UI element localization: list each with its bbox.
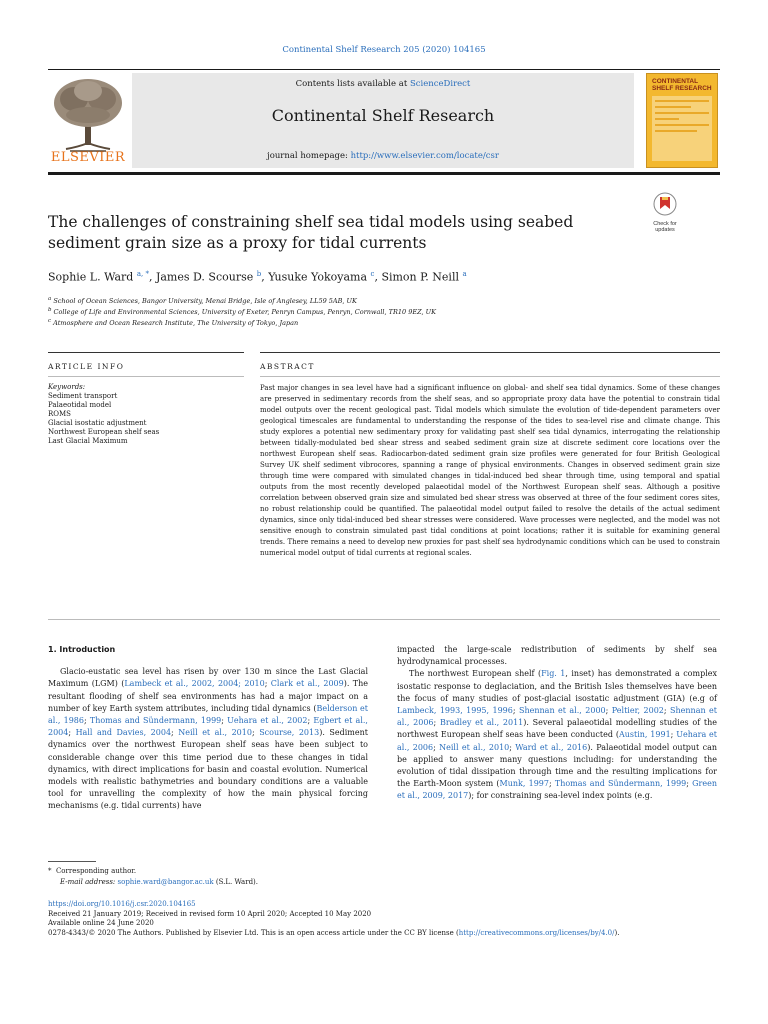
reference-link[interactable]: Clark et al., 2009 xyxy=(270,679,344,689)
body-text: ; xyxy=(68,728,76,738)
affiliation-mark: b xyxy=(48,307,52,313)
email-label: E-mail address: xyxy=(60,878,118,886)
journal-banner xyxy=(132,73,634,168)
body-text: ; xyxy=(433,718,440,728)
body-text: ; xyxy=(605,706,612,716)
reference-link[interactable]: Neill et al., 2010 xyxy=(178,728,252,738)
reference-link[interactable]: Uehara et al., 2006 xyxy=(397,730,718,752)
elsevier-logo[interactable] xyxy=(48,73,128,168)
intro-paragraph: impacted the large-scale redistribution of sediments by shelf sea hydrodynamical processes. xyxy=(397,645,717,667)
footnotes xyxy=(48,866,258,888)
reference-link[interactable]: Ward et al., 2016 xyxy=(515,742,588,752)
affiliation-mark: a xyxy=(48,296,52,302)
author-name[interactable]: Simon P. Neill xyxy=(381,270,459,284)
badge-label xyxy=(648,221,682,233)
license-line xyxy=(48,929,728,939)
author-affil-mark[interactable]: c xyxy=(370,270,375,278)
abstract-text: Past major changes in sea level have had a significant influence on global- and shelf sea tidal dynamics. Some of these changes are preserved in sedimentary records from the shelf seas, and so appropriate proxy data have the potential to constrain tidal model outputs over the recent geological past. Tidal models which simulate the evolution of tide-dependent parameters over geological timescales are fundamental to understanding the response of the tides to sea-level rise and climate change. This study explores a potential new sedimentary proxy for validating past shelf sea tidal dynamics, interrogating the relationship between tidally-modulated bed shear stress and seabed sediment grain size at discrete sediment core locations over the northwest European shelf seas. Radiocarbon-dated sediment grain size profiles were generated for four British Geological Survey UK shelf sediment vibrocores, spanning a range of physical environments. Changes in observed sediment grain size through time were compared with simulated changes in tidal-induced bed shear through time, using temporal and spatial outputs from the most recently developed palaeotidal model of the Northwest European shelf seas. Although a positive correlation between observed grain size and simulated bed shear stress was observed at three of the four sediment cores sites, no robust relationship could be quantified. The palaeotidal model output failed to resolve the details of the actual sediment dynamics, since only tidal-induced bed shear stresses were considered. Wave processes were neglected, and the model was not sensitive enough to constrain simulated past tidal conditions at point locations; rather it is suitable for examining general trends. There remains a need to develop new proxies for past shelf sea hydrodynamic conditions which can be used to constrain numerical model output of tidal currents at regional scales. xyxy=(260,384,720,557)
body-text: ; xyxy=(548,779,555,789)
affiliation-mark: c xyxy=(48,318,52,324)
reference-link[interactable]: Shennan et al., 2000 xyxy=(519,706,606,716)
author-affil-mark[interactable]: a, * xyxy=(136,270,149,278)
body-text: ). Several palaeotidal modelling studies of the northwest European shelf seas have been conducted ( xyxy=(397,718,717,740)
journal-citation[interactable]: Continental Shelf Research 205 (2020) 104165 xyxy=(282,45,486,55)
reference-link[interactable]: Shennan et al., 2006 xyxy=(397,706,717,728)
abstract-rule xyxy=(260,352,720,353)
available-online: Available online 24 June 2020 xyxy=(48,919,154,927)
keyword: Glacial isostatic adjustment xyxy=(48,419,147,427)
body-text: ; xyxy=(307,716,314,726)
reference-link[interactable]: Uehara et al., 2002 xyxy=(227,716,308,726)
author-affil-mark[interactable]: a xyxy=(462,270,467,278)
homepage-label: journal homepage: xyxy=(267,151,351,161)
author-name[interactable]: Yusuke Yokoyama xyxy=(268,270,368,284)
article-title: The challenges of constraining shelf sea tidal models using seabed sediment grain size as a proxy for tidal currents xyxy=(48,213,574,252)
keywords-label: Keywords: xyxy=(48,383,86,391)
body-text: ). Palaeotidal model output can be applied to answer many questions including: for understanding the evolution of tidal dissipation through time and the resulting implications for the Earth-Moon system ( xyxy=(397,742,718,789)
license-suffix: ). xyxy=(614,928,620,937)
author-list xyxy=(48,270,467,284)
body-text: ; xyxy=(171,728,179,738)
license-link[interactable]: http://creativecommons.org/licenses/by/4.0/ xyxy=(458,928,615,937)
author-separator: , xyxy=(261,270,269,284)
masthead-bottom-rule xyxy=(48,172,720,175)
article-info-subrule xyxy=(48,376,244,377)
affiliation xyxy=(48,307,436,316)
author-separator: , xyxy=(148,270,156,284)
abstract-heading: ABSTRACT xyxy=(260,362,315,371)
reference-link[interactable]: Green et al., 2009, 2017 xyxy=(397,779,717,801)
keyword: Sediment transport xyxy=(48,392,118,400)
publisher-wordmark: ELSEVIER xyxy=(50,150,126,165)
reference-link[interactable]: Belderson et al., 1986 xyxy=(48,703,368,726)
affiliation-text: School of Ocean Sciences, Bangor University, Menai Bridge, Isle of Anglesey, LL59 5AB, UK xyxy=(53,297,357,306)
article-info-rule xyxy=(48,352,244,353)
journal-cover-thumbnail[interactable] xyxy=(646,73,718,168)
article-info-heading: ARTICLE INFO xyxy=(48,362,125,371)
masthead-top-rule xyxy=(48,69,720,70)
keywords-block xyxy=(48,383,159,446)
check-for-updates-icon xyxy=(652,192,678,216)
footnote-rule xyxy=(48,861,96,862)
affiliation-text: College of Life and Environmental Sciences, University of Exeter, Penryn Campus, Penryn, Cornwall, TR10 9EZ, UK xyxy=(53,308,436,317)
reference-link[interactable]: Thomas and Sündermann, 1999 xyxy=(89,716,222,726)
body-text: The northwest European shelf ( xyxy=(409,669,542,679)
contents-prefix: Contents lists available at xyxy=(295,79,410,89)
keyword: Last Glacial Maximum xyxy=(48,437,128,445)
keyword: ROMS xyxy=(48,410,71,418)
body-text: ; xyxy=(509,742,516,752)
reference-link[interactable]: Munk, 1997 xyxy=(499,779,549,789)
body-text: ; xyxy=(221,716,228,726)
article-history xyxy=(48,900,728,938)
author-name[interactable]: Sophie L. Ward xyxy=(48,270,134,284)
body-text: Glacio-eustatic sea level has risen by over 130 m since the Last Glacial Maximum (LGM) ( xyxy=(48,667,368,689)
author-separator: , xyxy=(374,270,382,284)
body-text: ; xyxy=(670,730,677,740)
body-text: ; xyxy=(433,742,440,752)
abstract-bottom-rule xyxy=(48,619,720,620)
reference-link[interactable]: Fig. 1 xyxy=(541,669,566,679)
corresponding-author-text: Corresponding author. xyxy=(55,867,137,875)
keyword: Northwest European shelf seas xyxy=(48,428,160,436)
reference-link[interactable]: Scourse, 2013 xyxy=(259,728,320,738)
body-text: ; xyxy=(663,706,671,716)
footnote-star: * xyxy=(48,867,52,875)
affiliation xyxy=(48,318,298,327)
badge-line1: Check for xyxy=(653,221,677,227)
cover-title: CONTINENTAL SHELF RESEARCH xyxy=(652,78,712,92)
masthead xyxy=(48,73,720,168)
body-text: ). Sediment dynamics over the northwest European shelf seas have been subject to considerable change over this time period due to these changes in tidal dynamics, with direct implications for basin and coastal evolution. Numerical models with realistic bathymetries and boundary conditions are a valuable tool for unravelling the complexity of how the main physical forcing mechanisms (e.g. tidal currents) have xyxy=(48,728,368,811)
doi-link[interactable]: https://doi.org/10.1016/j.csr.2020.104165 xyxy=(48,900,196,908)
body-text: ; xyxy=(251,728,260,738)
corresponding-note xyxy=(48,866,258,877)
sciencedirect-link[interactable]: ScienceDirect xyxy=(409,79,471,89)
badge-line2: updates xyxy=(655,227,675,233)
section-heading: 1. Introduction xyxy=(48,645,116,654)
intro-right-column xyxy=(397,644,717,803)
contents-available xyxy=(132,79,634,89)
body-text: ); for constraining sea-level index points (e.g. xyxy=(468,791,653,801)
author-name[interactable]: James D. Scourse xyxy=(155,270,254,284)
affiliation xyxy=(48,296,357,305)
email-suffix: (S.L. Ward). xyxy=(213,878,259,886)
body-text: ; xyxy=(264,679,271,689)
body-text: ). The resultant flooding of shelf sea environments has had a major impact on a number of key Earth system attributes, including tidal dynamics ( xyxy=(48,679,369,713)
reference-link[interactable]: Austin, 1991 xyxy=(618,730,671,740)
body-text: , inset) has demonstrated a complex isostatic response to deglaciation, and the British Isles themselves have been the focus of many studies of post-glacial isostatic adjustment (GIA) (e.g of xyxy=(397,669,718,703)
author-affil-mark[interactable]: b xyxy=(256,270,262,278)
abstract-subrule xyxy=(260,376,720,377)
body-text: ; xyxy=(512,706,519,716)
reference-link[interactable]: Egbert et al., 2004 xyxy=(48,716,368,738)
reference-link[interactable]: Lambeck et al., 2002, 2004; 2010 xyxy=(124,679,265,689)
journal-homepage xyxy=(132,151,634,161)
keyword: Palaeotidal model xyxy=(48,401,112,409)
cover-body xyxy=(652,96,712,161)
intro-left-column xyxy=(48,644,368,813)
reference-link[interactable]: Neill et al., 2010 xyxy=(439,742,510,752)
email-note xyxy=(48,877,258,888)
reference-link[interactable]: Lambeck, 1993, 1995, 1996 xyxy=(397,706,513,716)
body-text: ; xyxy=(686,779,693,789)
intro-paragraph xyxy=(48,666,368,812)
affiliation-text: Atmosphere and Ocean Research Institute, The University of Tokyo, Japan xyxy=(53,319,299,328)
journal-name: Continental Shelf Research xyxy=(271,106,495,125)
reference-link[interactable]: Thomas and Sündermann, 1999 xyxy=(554,779,687,789)
license-text: 0278-4343/© 2020 The Authors. Published by Elsevier Ltd. This is an open access article under the CC BY license ( xyxy=(48,928,459,937)
check-for-updates-badge[interactable] xyxy=(648,192,682,232)
reference-link[interactable]: Peltier, 2002 xyxy=(611,706,664,716)
received-dates: Received 21 January 2019; Received in revised form 10 April 2020; Accepted 10 May 2020 xyxy=(48,909,372,918)
email-link[interactable]: sophie.ward@bangor.ac.uk xyxy=(117,878,214,886)
body-text: ; xyxy=(83,716,90,726)
reference-link[interactable]: Bradley et al., 2011 xyxy=(439,718,524,728)
reference-link[interactable]: Hall and Davies, 2004 xyxy=(75,728,172,738)
intro-paragraph xyxy=(397,668,717,802)
homepage-link[interactable]: http://www.elsevier.com/locate/csr xyxy=(350,151,499,161)
